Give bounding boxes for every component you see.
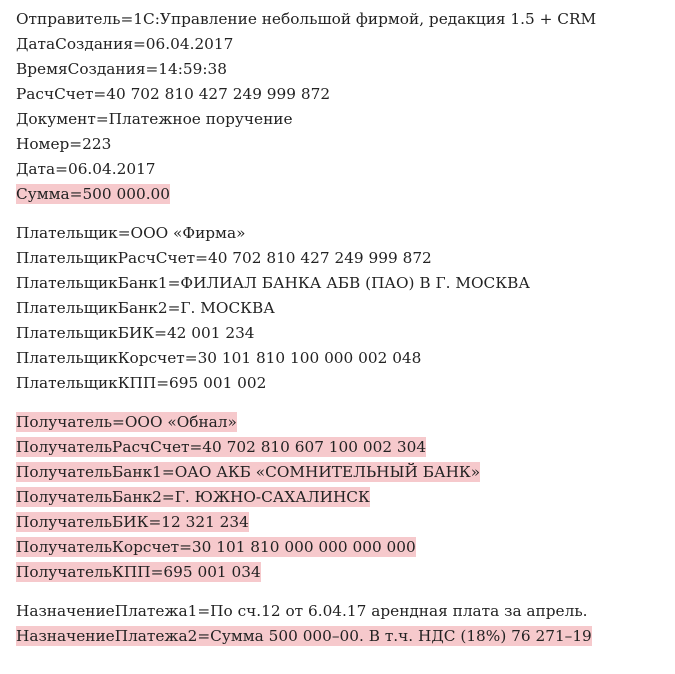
recipient-bik-line: ПолучательБИК=12 321 234 — [16, 513, 249, 531]
payer-block — [16, 221, 665, 396]
payer-name-line: Плательщик=ООО «Фирма» — [16, 224, 246, 242]
payer-kpp-line: ПлательщикКПП=695 001 002 — [16, 374, 267, 392]
amount-line-highlighted: Сумма=500 000.00 — [16, 185, 171, 203]
purpose-line-2-highlighted: НазначениеПлатежа2=Сумма 500 000–00. В т.ч. НДС (18%) 76 271–19 — [16, 627, 592, 645]
header-block — [16, 7, 665, 207]
payment-export-document — [16, 7, 665, 649]
recipient-bank2-line: ПолучательБанк2=Г. ЮЖНО-САХАЛИНСК — [16, 488, 370, 506]
purpose-line-1: НазначениеПлатежа1=По сч.12 от 6.04.17 арендная плата за апрель. — [16, 602, 588, 620]
date-line: Дата=06.04.2017 — [16, 160, 156, 178]
payer-bank2-line: ПлательщикБанк2=Г. МОСКВА — [16, 299, 275, 317]
payer-corr-account-line: ПлательщикКорсчет=30 101 810 100 000 002 048 — [16, 349, 422, 367]
recipient-account-line: ПолучательРасчСчет=40 702 810 607 100 002 304 — [16, 438, 427, 456]
recipient-block — [16, 410, 665, 585]
recipient-corr-account-line: ПолучательКорсчет=30 101 810 000 000 000 000 — [16, 538, 416, 556]
created-time-line: ВремяСоздания=14:59:38 — [16, 60, 227, 78]
number-line: Номер=223 — [16, 135, 112, 153]
payer-bik-line: ПлательщикБИК=42 001 234 — [16, 324, 255, 342]
recipient-kpp-line: ПолучательКПП=695 001 034 — [16, 563, 261, 581]
payer-account-line: ПлательщикРасчСчет=40 702 810 427 249 999 872 — [16, 249, 432, 267]
account-line: РасчСчет=40 702 810 427 249 999 872 — [16, 85, 331, 103]
purpose-block — [16, 599, 665, 649]
sender-line: Отправитель=1С:Управление небольшой фирмой, редакция 1.5 + CRM — [16, 10, 597, 28]
recipient-bank1-line: ПолучательБанк1=ОАО АКБ «СОМНИТЕЛЬНЫЙ БАНК» — [16, 463, 481, 481]
document-line: Документ=Платежное поручение — [16, 110, 293, 128]
created-date-line: ДатаСоздания=06.04.2017 — [16, 35, 234, 53]
recipient-name-line: Получатель=ООО «Обнал» — [16, 413, 237, 431]
payer-bank1-line: ПлательщикБанк1=ФИЛИАЛ БАНКА АБВ (ПАО) В Г. МОСКВА — [16, 274, 530, 292]
